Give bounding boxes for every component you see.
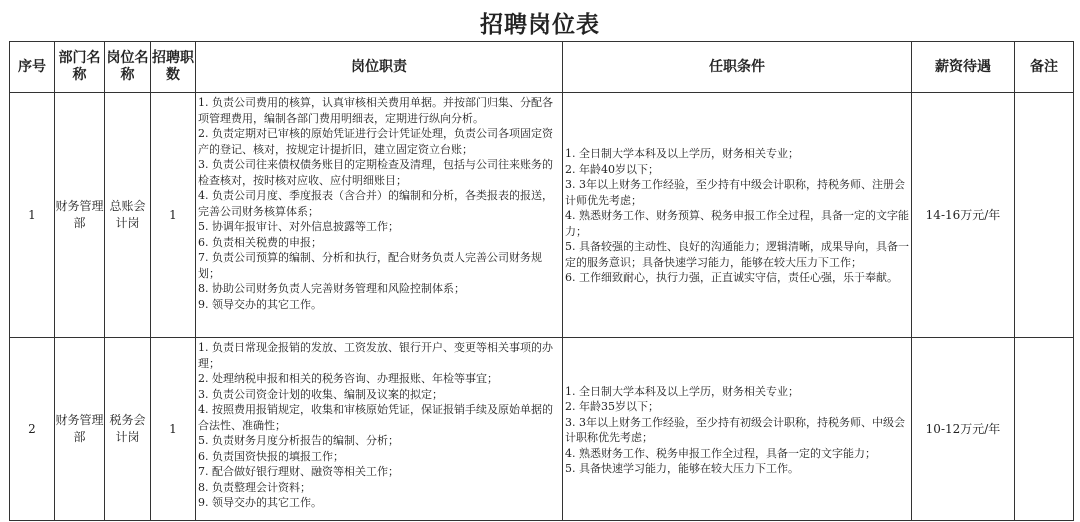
cell-requirements bbox=[563, 338, 912, 521]
recruitment-table bbox=[9, 41, 1074, 521]
header-post: 岗位名称 bbox=[105, 42, 151, 93]
header-dept: 部门名称 bbox=[55, 42, 105, 93]
cell-post: 税务会计岗 bbox=[105, 338, 151, 521]
cell-dept: 财务管理部 bbox=[55, 93, 105, 338]
cell-requirements bbox=[563, 93, 912, 338]
requirement-item: 4. 熟悉财务工作、税务申报工作全过程，具备一定的文字能力； bbox=[565, 446, 876, 460]
header-count: 招聘职数 bbox=[151, 42, 196, 93]
duty-item: 3. 负责公司资金计划的收集、编制及议案的拟定； bbox=[198, 387, 443, 401]
duty-item: 7. 负责公司预算的编制、分析和执行，配合财务负责人完善公司财务规划； bbox=[198, 251, 542, 280]
page-title: 招聘岗位表 bbox=[480, 12, 600, 38]
duty-item: 5. 负责财务月度分析报告的编制、分析； bbox=[198, 434, 399, 447]
header-requirements: 任职条件 bbox=[563, 42, 912, 93]
duty-item: 6. 负责国资快报的填报工作； bbox=[198, 449, 344, 463]
duty-item: 4. 负责公司月度、季度报表（含合并）的编制和分析，各类报表的报送，完善公司财务核算体系； bbox=[198, 189, 553, 218]
requirement-item: 6. 工作细致耐心，执行力强，正直诚实守信，责任心强，乐于奉献。 bbox=[565, 271, 898, 285]
requirement-item: 4. 熟悉财务工作、财务预算、税务申报工作全过程，具备一定的文字能力； bbox=[565, 209, 909, 238]
header-duties: 岗位职责 bbox=[196, 42, 563, 93]
duty-item: 6. 负责相关税费的申报； bbox=[198, 235, 322, 249]
requirement-item: 1. 全日制大学本科及以上学历，财务相关专业； bbox=[565, 147, 799, 161]
header-remarks: 备注 bbox=[1015, 42, 1074, 93]
duty-item: 2. 负责定期对已审核的原始凭证进行会计凭证处理，负责公司各项固定资产的登记、核对，按规定计提折旧，建立固定资立台账； bbox=[198, 127, 553, 156]
duty-item: 2. 处理纳税申报和相关的税务咨询、办理报账、年检等事宜； bbox=[198, 372, 498, 385]
cell-remarks bbox=[1015, 338, 1074, 521]
header-salary: 薪资待遇 bbox=[912, 42, 1015, 93]
duty-item: 9. 领导交办的其它工作。 bbox=[198, 496, 322, 509]
cell-salary: 14-16万元/年 bbox=[912, 93, 1015, 338]
cell-post: 总账会计岗 bbox=[105, 93, 151, 338]
cell-count: 1 bbox=[151, 338, 196, 521]
requirement-item: 2. 年龄40岁以下； bbox=[565, 162, 659, 176]
requirement-item: 2. 年龄35岁以下； bbox=[565, 400, 659, 413]
table-header-row bbox=[10, 42, 1074, 93]
cell-count: 1 bbox=[151, 93, 196, 338]
duty-item: 9. 领导交办的其它工作。 bbox=[198, 297, 322, 311]
duty-item: 8. 协助公司财务负责人完善财务管理和风险控制体系； bbox=[198, 282, 465, 295]
cell-duties bbox=[196, 338, 563, 521]
duty-item: 1. 负责公司费用的核算，认真审核相关费用单据。并按部门归集、分配各项管理费用，编制各部门费用明细表，定期进行纵向分析。 bbox=[198, 96, 553, 125]
duty-item: 5. 协调年报审计、对外信息披露等工作； bbox=[198, 220, 399, 233]
table-row bbox=[10, 338, 1074, 521]
cell-seq: 2 bbox=[10, 338, 55, 521]
requirement-item: 5. 具备较强的主动性、良好的沟通能力；逻辑清晰，成果导向，具备一定的服务意识；具备快速学习能力，能够在较大压力下工作； bbox=[565, 240, 909, 269]
requirement-item: 5. 具备快速学习能力，能够在较大压力下工作。 bbox=[565, 462, 799, 475]
header-seq: 序号 bbox=[10, 42, 55, 93]
cell-salary: 10-12万元/年 bbox=[912, 338, 1015, 521]
cell-dept: 财务管理部 bbox=[55, 338, 105, 521]
requirement-item: 1. 全日制大学本科及以上学历，财务相关专业； bbox=[565, 384, 799, 398]
duty-item: 4. 按照费用报销规定，收集和审核原始凭证，保证报销手续及原始单据的合法性、准确性； bbox=[198, 403, 553, 432]
requirement-item: 3. 3年以上财务工作经验，至少持有中级会计职称，持税务师、注册会计师优先考虑； bbox=[565, 178, 905, 207]
table-row bbox=[10, 93, 1074, 338]
requirement-item: 3. 3年以上财务工作经验，至少持有初级会计职称，持税务师、中级会计职称优先考虑； bbox=[565, 415, 905, 444]
cell-seq: 1 bbox=[10, 93, 55, 338]
duty-item: 8. 负责整理会计资料； bbox=[198, 480, 311, 494]
duty-item: 3. 负责公司往来债权债务账目的定期检查及清理，包括与公司往来账务的检查核对，按时核对应收、应付明细账目； bbox=[198, 158, 553, 187]
cell-duties bbox=[196, 93, 563, 338]
duty-item: 1. 负责日常现金报销的发放、工资发放、银行开户、变更等相关事项的办理； bbox=[198, 341, 553, 370]
duty-item: 7. 配合做好银行理财、融资等相关工作； bbox=[198, 465, 399, 478]
cell-remarks bbox=[1015, 93, 1074, 338]
